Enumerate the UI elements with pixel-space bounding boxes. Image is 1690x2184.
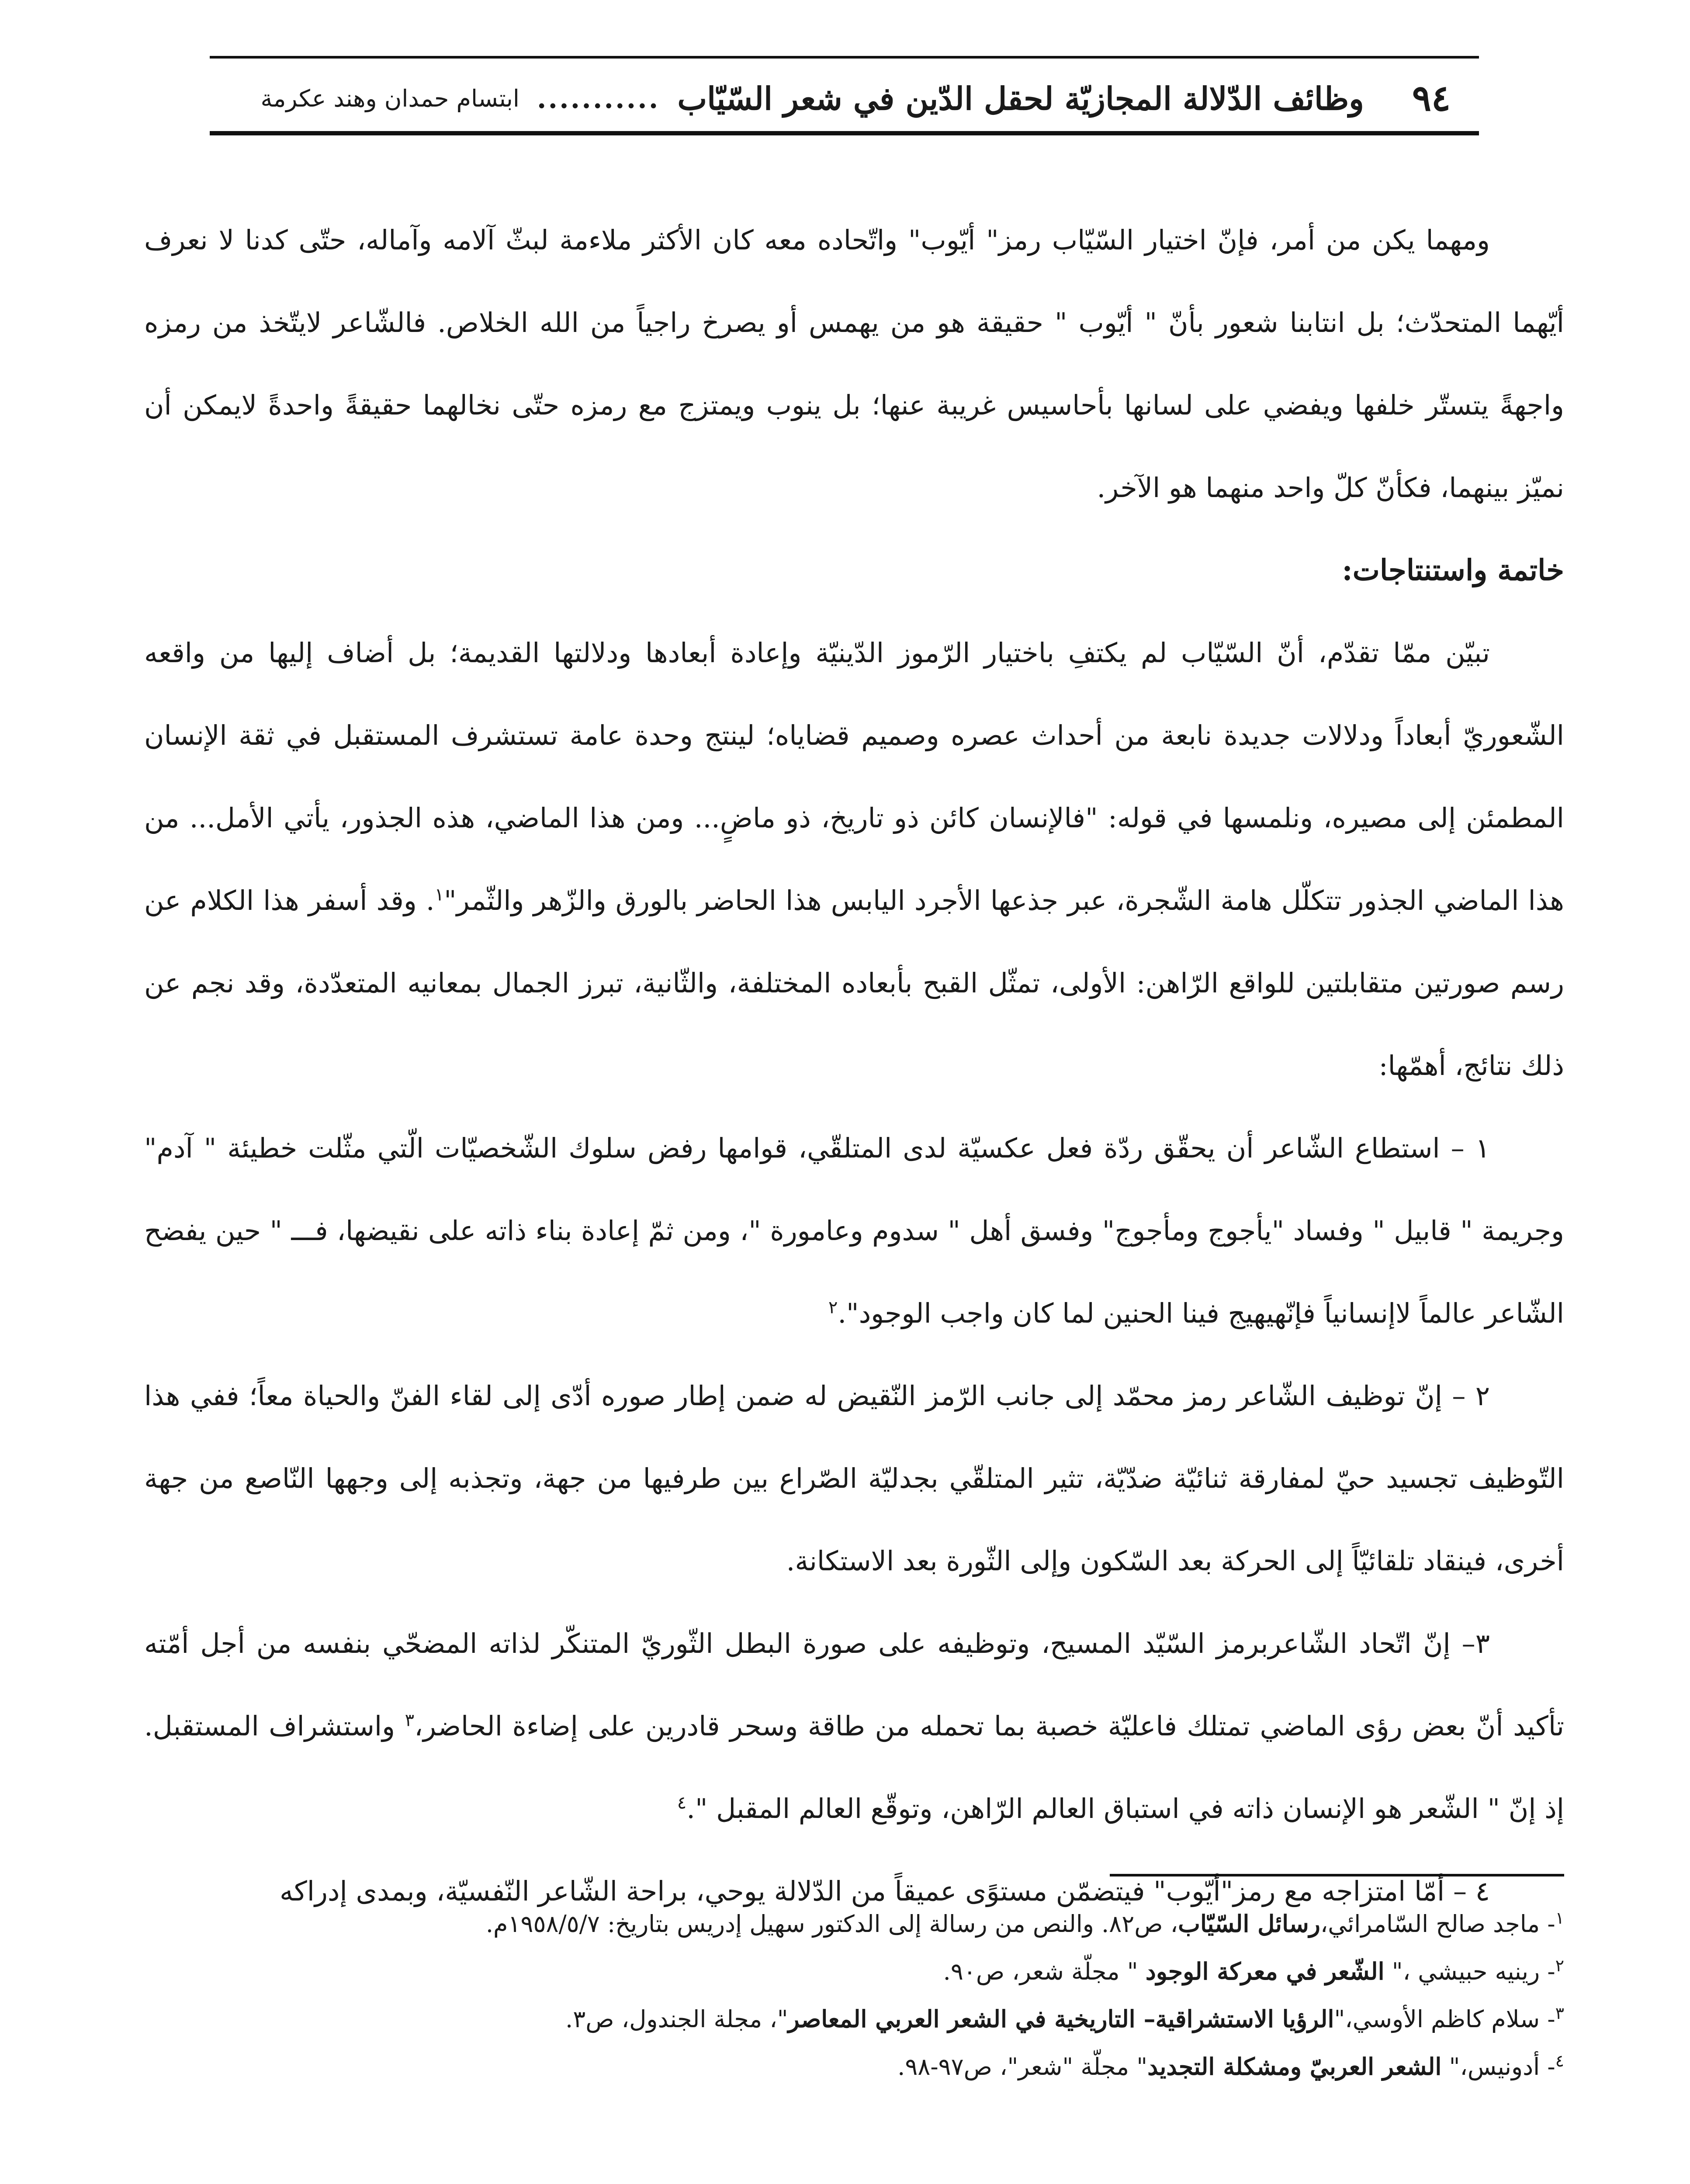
article-title: وظائف الدّلالة المجازيّة لحقل الدّين في شعر السّيّاب xyxy=(677,79,1364,117)
section-heading: خاتمة واستنتاجات: xyxy=(1342,553,1564,587)
paragraph-2-text: تبيّن ممّا تقدّم، أنّ السّيّاب لم يكتفِ باختيار الرّموز الدّينيّة وإعادة أبعادها ودلالتها القديمة؛ بل أضاف إليها من واقعه الشّعوريّ أبعاداً ودلالات جديدة نابعة من أحداث عصره وصميم قضاياه؛ لينتج وحدة عامة تستشرف المستقبل في ثقة الإنسان المطمئن إلى مصيره، ونلمسها في قوله: "فالإنسان كائن ذو تاريخ، ذو ماضٍ... ومن هذا الماضي، هذه الجذور، يأتي الأمل... من هذا الماضي الجذور تتكلّل هامة الشّجرة، عبر جذعها الأجرد اليابس هذا الحاضر بالورق والزّهر والثّمر" xyxy=(144,637,1565,916)
footnote-ref-1: ١ xyxy=(434,885,444,905)
paragraph-1: ومهما يكن من أمر، فإنّ اختيار السّيّاب رمز" أيّوب" واتّحاده معه كان الأكثر ملاءمة لبثّ آلامه وآماله، حتّى كدنا لا نعرف أيّهما المتحدّث؛ بل انتابنا شعور بأنّ " أيّوب " حقيقة هو من يهمس أو يصرخ راجياً من الله الخلاص. فالشّاعر لايتّخذ من رمزه واجهةً يتستّر خلفها ويفضي على لسانها بأحاسيس غريبة عنها؛ بل ينوب ويمتزج مع رمزه حتّى نخالهما حقيقةً واحدةً لايمكن أن نميّز بينهما، فكأنّ كلّ واحد منهما هو الآخر. xyxy=(144,224,1564,504)
footnote xyxy=(144,2043,1564,2091)
item-3-text: ٣– إنّ اتّحاد الشّاعربرمز السّيّد المسيح، وتوظيفه على صورة البطل الثّوريّ المتنكّر لذاته المضحّي بنفسه من أجل أمّته تأكيد أنّ بعض رؤى الماضي تمتلك فاعليّة خصبة بما تحمله من طاقة وسحر قادرين على إضاءة الحاضر، xyxy=(144,1628,1565,1742)
paragraph-2-cont: . وقد أسفر هذا الكلام عن رسم صورتين متقابلتين للواقع الرّاهن: الأولى، تمثّل القبح بأبعاده المختلفة، والثّانية، تبرز الجمال بمعانيه المتعدّدة، وقد نجم عن ذلك نتائج، أهمّها: xyxy=(144,885,1564,1082)
footnote-source-title: الشّعر في معركة الوجود xyxy=(1145,1957,1385,1985)
footnote-mark: ١ xyxy=(1555,1908,1564,1928)
footnote xyxy=(144,1995,1564,2043)
footnote-pre: - سلام كاظم الأوسي،" xyxy=(1334,2005,1555,2033)
footnote-source-title: الرؤيا الاستشراقية– التاريخية في الشعر العربي المعاصر xyxy=(788,2005,1334,2033)
footnote-mark: ٣ xyxy=(1555,2004,1564,2023)
footnote xyxy=(144,1948,1564,1995)
paragraph-2 xyxy=(144,612,1564,1107)
footnote-ref-2: ٢ xyxy=(828,1297,838,1318)
footnote-source-title: الشعر العربيّ ومشكلة التجديد xyxy=(1147,2053,1442,2080)
conclusion-item-2: ٢ – إنّ توظيف الشّاعر رمز محمّد إلى جانب الرّمز النّقيض له ضمن إطار صوره أدّى إلى لقاء الفنّ والحياة معاً؛ ففي هذا التّوظيف تجسيد حيّ لمفارقة ثنائيّة ضدّيّة، تثير المتلقّي بجدليّة الصّراع بين طرفيها من جهة، وتجذبه إلى وجهها النّاصع من جهة أخرى، فينقاد تلقائيّاً إلى الحركة بعد السّكون وإلى الثّورة بعد الاستكانة. xyxy=(144,1380,1564,1577)
footnote-post: ، ص٨٢. والنص من رسالة إلى الدكتور سهيل إدريس بتاريخ: ١٩٥٨/٥/٧م. xyxy=(485,1910,1178,1938)
footnotes xyxy=(144,1900,1564,2091)
conclusion-item-1 xyxy=(144,1107,1564,1355)
footnote-ref-3: ٣ xyxy=(405,1710,415,1731)
footnote-pre: - أدونيس،" xyxy=(1441,2053,1555,2080)
running-header xyxy=(245,74,1451,122)
item-1-text: ١ – استطاع الشّاعر أن يحقّق ردّة فعل عكسيّة لدى المتلقّي، قوامها رفض سلوك الشّخصيّات الّتي مثّلت خطيئة " آدم" وجريمة " قابيل " وفساد "يأجوج ومأجوج" وفسق أهل " سدوم وعامورة "، ومن ثمّ إعادة بناء ذاته على نقيضها، فـــ " حين يفضح الشّاعر عالماً لاإنسانياً فإنّهيهيج فينا الحنين لما كان واجب الوجود". xyxy=(144,1132,1564,1329)
footnote-pre: - ماجد صالح السّامرائي، xyxy=(1320,1910,1555,1938)
footnote-mark: ٤ xyxy=(1555,2051,1564,2070)
conclusion-item-3 xyxy=(144,1602,1564,1850)
footnote-post: " مجلّة شعر، ص٩٠. xyxy=(943,1958,1146,1985)
footnote-pre: - رينيه حبيشي ،" xyxy=(1384,1958,1555,1985)
footnote-post: " مجلّة "شعر"، ص٩٧-٩٨. xyxy=(897,2053,1148,2080)
footnote-separator xyxy=(1110,1874,1564,1876)
item-3-cont: واستشراف المستقبل. إذ إنّ " الشّعر هو الإنسان ذاته في استباق العالم الرّاهن، وتوقّع العالم المقبل ". xyxy=(144,1710,1564,1825)
header-dots: ........... xyxy=(537,82,660,114)
article-authors: ابتسام حمدان وهند عكرمة xyxy=(260,84,519,112)
conclusion-item-4: ٤ – أمّا امتزاجه مع رمز"أيّوب" فيتضمّن مستوًى عميقاً من الدّلالة يوحي، براحة الشّاعر النّفسيّة، وبمدى إدراكه xyxy=(279,1875,1490,1907)
header-rule-top xyxy=(210,56,1479,59)
footnote-post: "، مجلة الجندول، ص٣. xyxy=(565,2005,788,2033)
footnote-mark: ٢ xyxy=(1555,1956,1564,1975)
footnote-ref-4: ٤ xyxy=(677,1793,687,1813)
footnote-source-title: رسائل السّيّاب xyxy=(1178,1910,1320,1938)
footnote xyxy=(144,1900,1564,1948)
page-number: ٩٤ xyxy=(1412,77,1451,119)
header-rule-bottom xyxy=(210,131,1479,135)
body-text xyxy=(144,199,1564,1932)
